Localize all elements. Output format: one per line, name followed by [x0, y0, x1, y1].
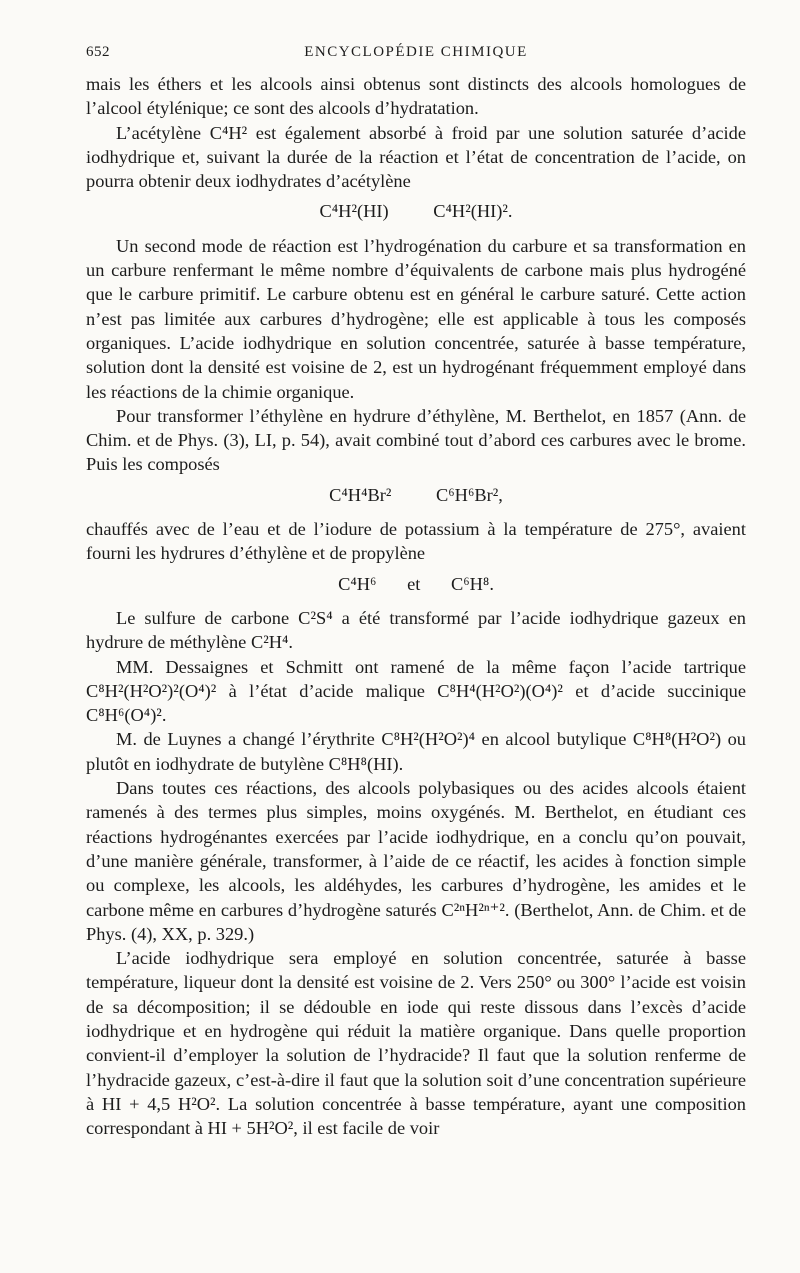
paragraph-10: L’acide iodhydrique sera employé en solution concentrée, saturée à basse température, liqueur dont la densité est voisine de 2. Vers 250° ou 300° l’acide est voisin de sa décomposition; il se dédouble en iode qui reste dissous dans l’excès d’acide iodhydrique et en hydrogène qui réduit la matière organique. Dans quelle proportion convient-il d’employer la solution de l’hydracide? Il faut que la solution renferme de l’hydracide gazeux, c’est-à-dire il faut que la solution soit d’une concentration supérieure à HI + 4,5 H²O². La solution concentrée à basse température, ayant une composition correspondant à HI + 5H²O², il est facile de voir: [86, 948, 746, 1139]
formula-term: C⁶H⁸.: [450, 573, 494, 594]
paragraph-1: mais les éthers et les alcools ainsi obtenus sont distincts des alcools homologues de l’alcool étylénique; ce sont des alcools d’hydratation.: [86, 74, 746, 119]
paragraph-2: L’acétylène C⁴H² est également absorbé à froid par une solution saturée d’acide iodhydrique et, suivant la durée de la réaction et l’état de concentration de l’acide, on pourra obtenir deux iodhydrates d’acétylène: [86, 122, 746, 192]
formula-bromides: [86, 483, 746, 507]
formula-term: C⁶H⁶Br²,: [436, 484, 503, 505]
paragraph-4: Pour transformer l’éthylène en hydrure d’éthylène, M. Berthelot, en 1857 (Ann. de Chim. et de Phys. (3), LI, p. 54), avait combiné tout d’abord ces carbures avec le brome. Puis les composés: [86, 405, 746, 475]
paragraph-8: M. de Luynes a changé l’érythrite C⁸H²(H²O²)⁴ en alcool butylique C⁸H⁸(H²O²) ou plutôt en iodhydrate de butylène C⁸H⁸(HI).: [86, 729, 746, 774]
formula-term: C⁴H⁶: [338, 573, 377, 594]
formula-term: C⁴H⁴Br²: [329, 484, 392, 505]
page-number: 652: [86, 44, 110, 60]
formula-iodhydrates: [86, 199, 746, 223]
paragraph-7: MM. Dessaignes et Schmitt ont ramené de la même façon l’acide tartrique C⁸H²(H²O²)²(O⁴)² à l’état d’acide malique C⁸H⁴(H²O²)(O⁴)² et d’acide succinique C⁸H⁶(O⁴)².: [86, 656, 746, 726]
paragraph-9: Dans toutes ces réactions, des alcools polybasiques ou des acides alcools étaient ramenés à des termes plus simples, moins oxygénés. M. Berthelot, en étudiant ces réactions hydrogénantes exercées par l’acide iodhydrique, en a conclu qu’on pouvait, d’une manière générale, transformer, à l’aide de ce réactif, les acides à fonction simple ou complexe, les alcools, les aldéhydes, les carbures d’hydrogène, les amides et le carbone même en carbures d’hydrogène saturés C²ⁿH²ⁿ⁺². (Berthelot, Ann. de Chim. et de Phys. (4), XX, p. 329.): [86, 778, 746, 944]
running-title: ENCYCLOPÉDIE CHIMIQUE: [304, 44, 528, 60]
formula-term: C⁴H²(HI)².: [433, 201, 513, 222]
formula-hydrures: [86, 572, 746, 596]
formula-term: C⁴H²(HI): [319, 201, 389, 222]
page-header: [86, 44, 746, 68]
paragraph-3: Un second mode de réaction est l’hydrogénation du carbure et sa transformation en un carbure renfermant le même nombre d’équivalents de carbone mais plus hydrogéné que le carbure primitif. Le carbure obtenu est en général le carbure saturé. Cette action n’est pas limitée aux carbures d’hydrogène; elle est applicable à tous les composés organiques. L’acide iodhydrique en solution concentrée, saturée à basse température, solution dont la densité est voisine de 2, est un hydrogénant fréquemment employé dans les réactions de la chimie organique.: [86, 235, 746, 402]
paragraph-6: Le sulfure de carbone C²S⁴ a été transformé par l’acide iodhydrique gazeux en hydrure de méthylène C²H⁴.: [86, 607, 746, 653]
formula-connector: et: [407, 573, 421, 594]
paragraph-5: chauffés avec de l’eau et de l’iodure de potassium à la température de 275°, avaient fourni les hydrures d’éthylène et de propylène: [86, 519, 746, 564]
text-body: [86, 72, 746, 1140]
